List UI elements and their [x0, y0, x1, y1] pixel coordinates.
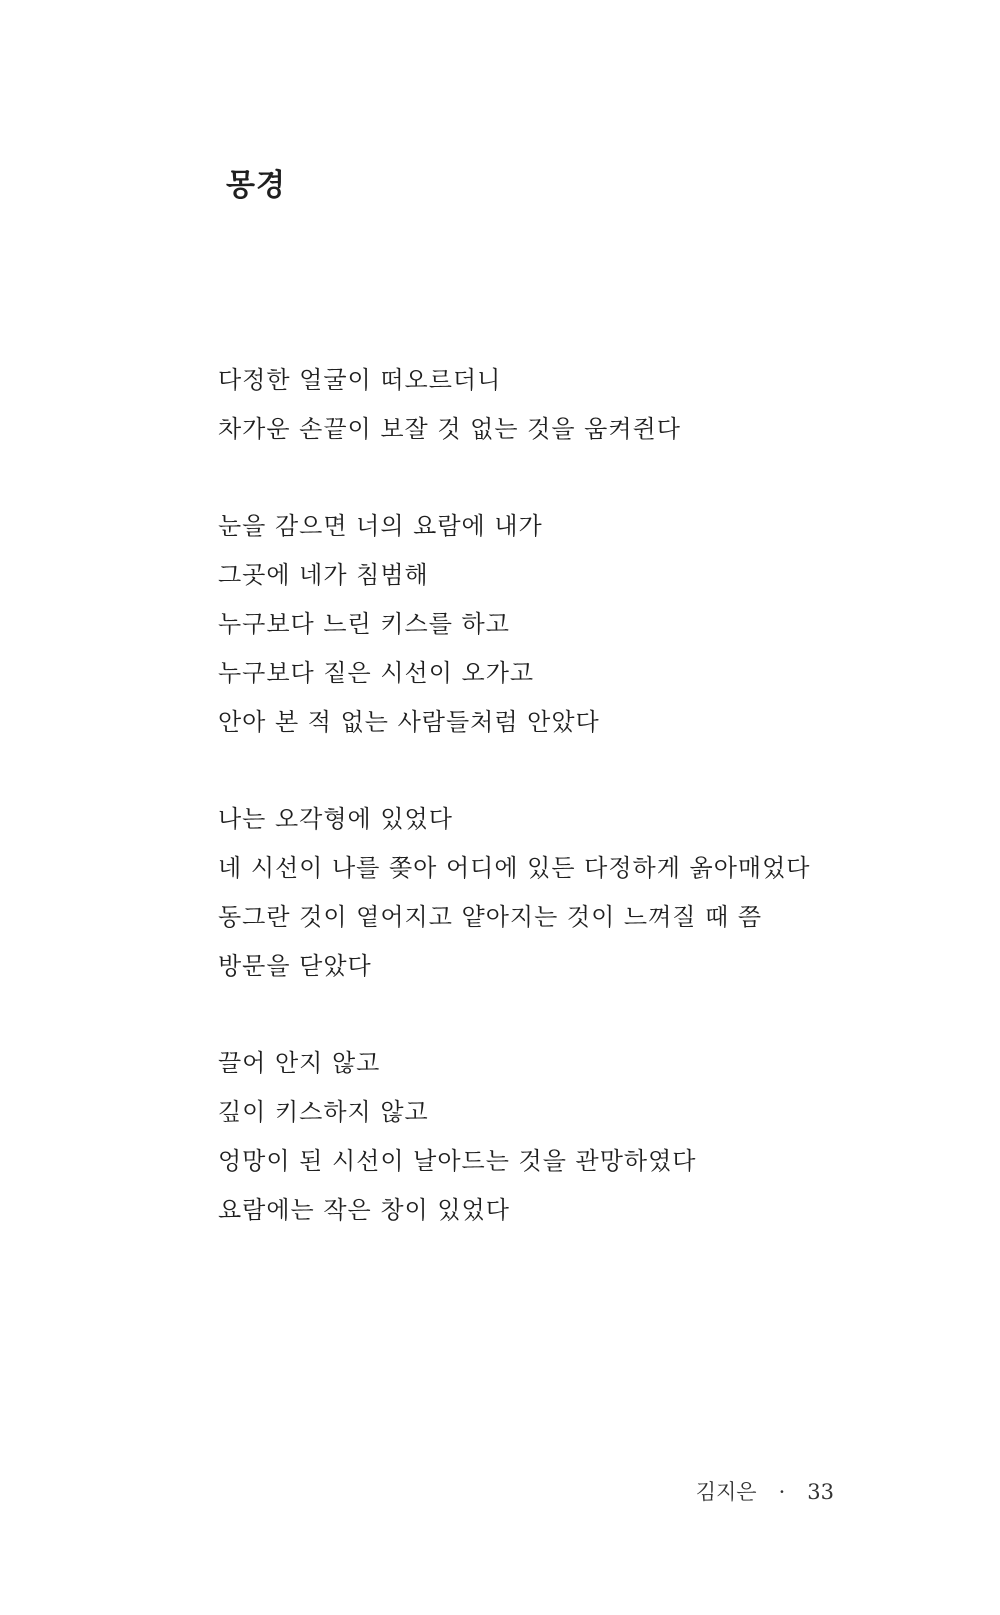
- poem-line: 안아 본 적 없는 사람들처럼 안았다: [218, 708, 600, 736]
- stanza: [218, 1039, 958, 1235]
- page-footer: [696, 1476, 834, 1506]
- poem-line: 방문을 닫았다: [218, 952, 372, 980]
- poem-line: 그곳에 네가 침범해: [218, 561, 429, 589]
- page-number: 33: [807, 1480, 834, 1504]
- poem-line: 동그란 것이 옅어지고 얕아지는 것이 느껴질 때 쯤: [218, 903, 763, 931]
- poem-line: 네 시선이 나를 쫒아 어디에 있든 다정하게 옭아매었다: [218, 854, 811, 882]
- poem-line: 다정한 얼굴이 떠오르더니: [218, 366, 502, 394]
- poem-line: 나는 오각형에 있었다: [218, 805, 453, 833]
- poem-line: 엉망이 된 시선이 날아드는 것을 관망하였다: [218, 1147, 697, 1175]
- poem-line: 눈을 감으면 너의 요람에 내가: [218, 512, 543, 540]
- stanza: [218, 795, 958, 991]
- poem-line: 차가운 손끝이 보잘 것 없는 것을 움켜쥔다: [218, 415, 681, 443]
- poem-line: 끌어 안지 않고: [218, 1049, 381, 1077]
- poem-body: [218, 356, 958, 1283]
- stanza: [218, 502, 958, 747]
- stanza: [218, 356, 958, 454]
- poem-line: 요람에는 작은 창이 있었다: [218, 1196, 510, 1224]
- poem-line: 누구보다 짙은 시선이 오가고: [218, 659, 535, 687]
- poem-line: 누구보다 느린 키스를 하고: [218, 610, 510, 638]
- poem-line: 깊이 키스하지 않고: [218, 1098, 429, 1126]
- poem-title: 몽경: [226, 168, 286, 203]
- footer-separator: ·: [778, 1480, 786, 1504]
- author-name: 김지은: [695, 1480, 757, 1504]
